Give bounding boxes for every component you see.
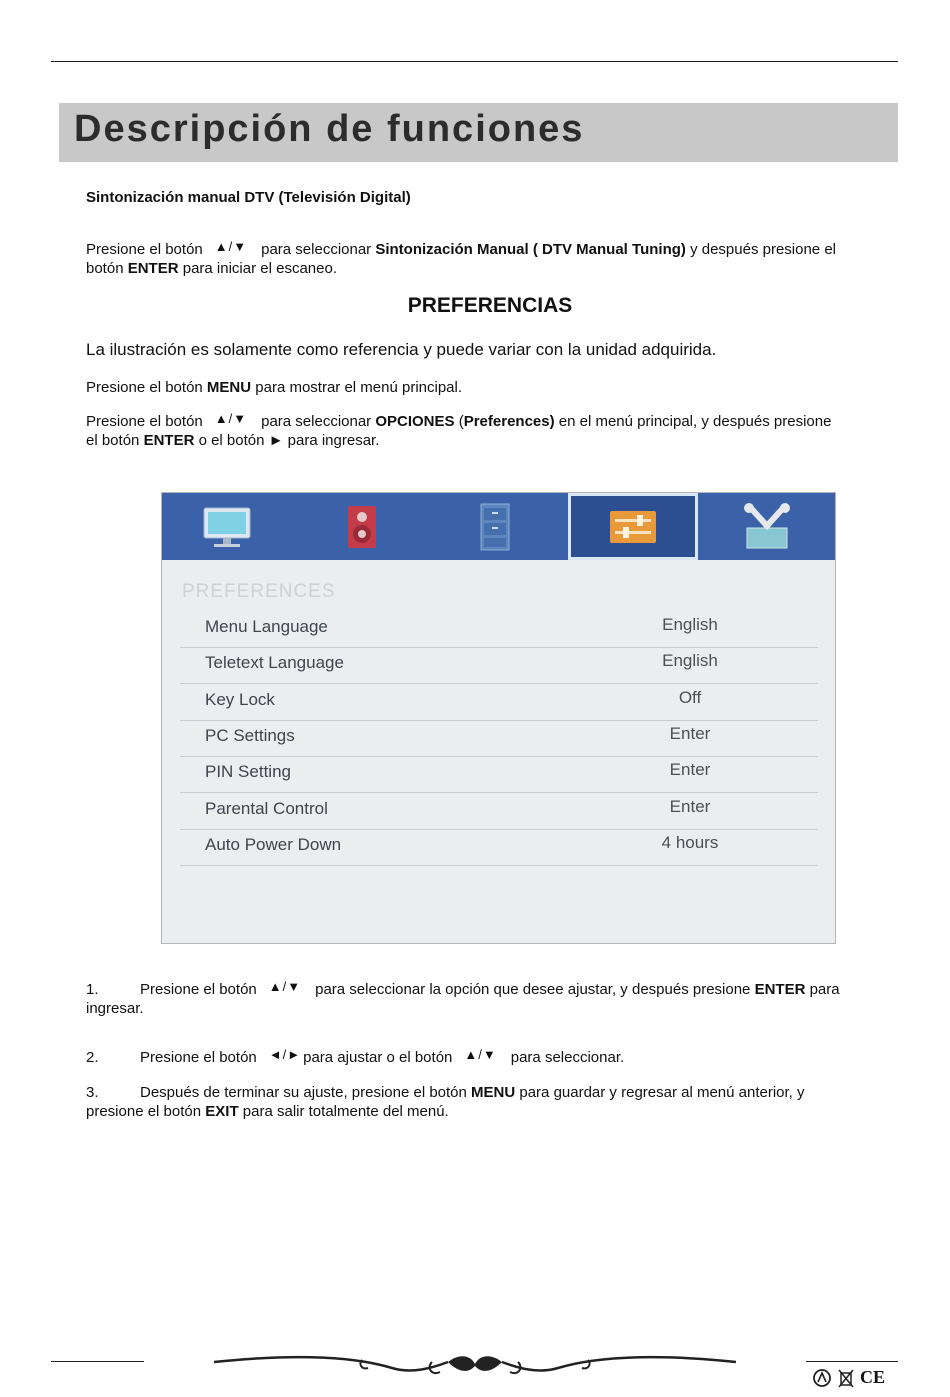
top-rule (51, 61, 898, 62)
menu-instruction: Presione el botón MENU para mostrar el menú principal. (86, 379, 463, 396)
tv-menu-row-value: English (662, 651, 718, 671)
ornament-flourish-icon (212, 1350, 738, 1384)
weee-bin-icon (837, 1368, 855, 1388)
footer-rule-left (51, 1361, 144, 1362)
speaker-icon[interactable] (297, 493, 427, 560)
tv-menu-row-label: Teletext Language (205, 653, 344, 673)
ce-mark-icon: CE (860, 1367, 886, 1387)
tv-menu-row-value: English (662, 615, 718, 634)
step-1: 1. Presione el botón ▲/▼ para seleccionar la opción que desee ajustar, y después presione ENTER para ingresar. (86, 979, 840, 1017)
disclaimer-text: La ilustración es solamente como referencia y puede variar con la unidad adquirida. (86, 340, 717, 359)
tv-menu-row[interactable] (180, 756, 818, 793)
tv-menu-row[interactable] (180, 684, 818, 721)
tv-menu-row-value: Enter (669, 796, 711, 816)
tv-menu-row-label: Key Lock (205, 689, 275, 709)
step-3: 3. Después de terminar su ajuste, presione el botón MENU para guardar y regresar al menú anterior, y presione el botón EXIT para salir totalmente del menú. (86, 1084, 805, 1120)
page-title: Descripción de funciones (74, 108, 585, 150)
certification-marks (812, 1367, 885, 1388)
tv-menu-row-label: Parental Control (205, 798, 328, 818)
preferencias-heading: PREFERENCIAS (407, 294, 573, 317)
tv-menu-screenshot (161, 492, 836, 944)
tv-menu-row-value: 4 hours (661, 832, 719, 852)
step-2: 2. Presione el botón ◄/► para ajustar o el botón ▲/▼ para seleccionar. (86, 1047, 625, 1066)
tv-menu-row-label: PC Settings (205, 725, 295, 745)
dtv-heading: Sintonización manual DTV (Televisión Digital) (86, 189, 411, 206)
tv-menu-row-label: Menu Language (205, 617, 328, 636)
monitor-icon[interactable] (162, 493, 292, 560)
tv-menu-row[interactable] (180, 829, 818, 866)
tv-menu-row[interactable] (180, 793, 818, 830)
up-down-arrows-icon: ▲/▼ (464, 1047, 497, 1062)
tv-menu-row[interactable] (180, 611, 818, 648)
tv-menu-tab-bar (162, 493, 835, 560)
tv-menu-row-label: Auto Power Down (205, 834, 342, 854)
tv-menu-row[interactable] (180, 720, 818, 757)
cabinet-icon[interactable] (430, 493, 560, 560)
tv-menu-row-label: PIN Setting (205, 762, 291, 782)
tv-menu-row-value: Enter (669, 723, 711, 743)
up-down-arrows-icon: ▲/▼ (214, 239, 248, 254)
preferences-icon[interactable] (568, 493, 698, 560)
recycle-mark-icon (812, 1368, 832, 1388)
dtv-paragraph: Presione el botón ▲/▼ para seleccionar Sintonización Manual ( DTV Manual Tuning) y después presione el botón ENTER para iniciar el escaneo. (86, 239, 836, 277)
left-right-arrows-icon: ◄/► (268, 1047, 302, 1062)
tools-icon[interactable] (702, 493, 832, 560)
tv-menu-row-value: Off (678, 687, 702, 707)
up-down-arrows-icon: ▲/▼ (268, 979, 302, 994)
tv-menu-title: PREFERENCES (182, 581, 336, 602)
up-down-arrows-icon: ▲/▼ (214, 411, 248, 426)
tv-menu-row-value: Enter (669, 760, 711, 780)
tv-menu-row[interactable] (180, 647, 818, 684)
preferences-instruction: Presione el botón ▲/▼ para seleccionar OPCIONES (Preferences) en el menú principal, y después presione el botón ENTER o el botón ► para ingresar. (86, 411, 832, 449)
footer-rule-right (806, 1361, 898, 1362)
